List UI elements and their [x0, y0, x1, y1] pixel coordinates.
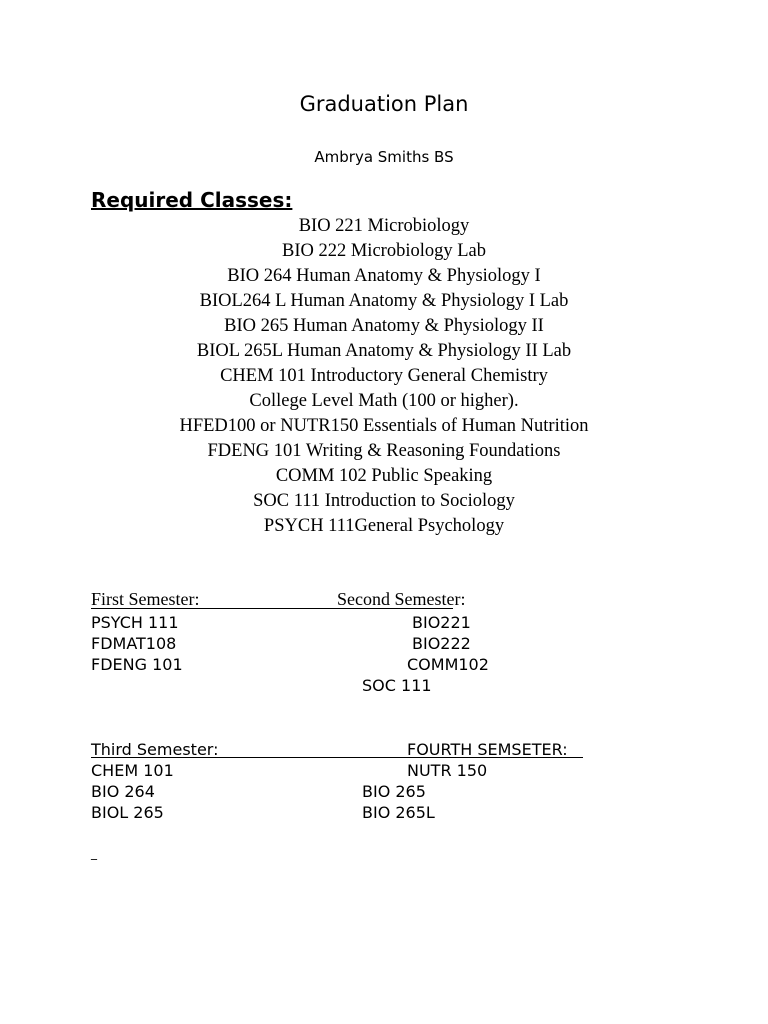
fourth-semester-course: BIO 265: [362, 782, 426, 801]
second-semester-label: Second Semester:: [337, 589, 466, 609]
second-semester-course: BIO221: [412, 613, 471, 632]
required-class-item: BIO 222 Microbiology Lab: [282, 241, 486, 261]
third-semester-course: BIOL 265: [91, 803, 164, 822]
footer-mark: _: [91, 846, 97, 860]
required-class-item: CHEM 101 Introductory General Chemistry: [220, 366, 548, 386]
required-class-item: College Level Math (100 or higher).: [249, 391, 519, 411]
required-class-item: PSYCH 111General Psychology: [263, 516, 505, 536]
document-title: Graduation Plan: [299, 92, 469, 116]
required-classes-heading: Required Classes:: [91, 188, 293, 212]
second-semester-course: COMM102: [407, 655, 489, 674]
fourth-semester-label: FOURTH SEMSETER:: [407, 740, 568, 759]
required-class-item: COMM 102 Public Speaking: [275, 466, 493, 486]
required-class-item: SOC 111 Introduction to Sociology: [253, 491, 515, 511]
first-semester-course: PSYCH 111: [91, 613, 179, 632]
second-semester-course: BIO222: [412, 634, 471, 653]
fourth-semester-course: NUTR 150: [407, 761, 488, 780]
second-semester-course: SOC 111: [362, 676, 432, 695]
required-class-item: BIO 221 Microbiology: [298, 216, 470, 236]
first-semester-label: First Semester:: [91, 589, 200, 609]
third-semester-course: BIO 264: [91, 782, 155, 801]
fourth-semester-course: BIO 265L: [362, 803, 435, 822]
third-semester-label: Third Semester:: [91, 740, 219, 759]
required-class-item: FDENG 101 Writing & Reasoning Foundations: [207, 441, 561, 461]
first-semester-course: FDMAT108: [91, 634, 177, 653]
required-class-item: HFED100 or NUTR150 Essentials of Human Nutrition: [179, 416, 589, 436]
required-class-item: BIO 264 Human Anatomy & Physiology I: [227, 266, 541, 286]
required-classes-list: [0, 214, 768, 539]
required-class-item: BIOL 265L Human Anatomy & Physiology II Lab: [196, 341, 572, 361]
required-class-item: BIOL264 L Human Anatomy & Physiology I Lab: [199, 291, 569, 311]
author-name: Ambrya Smiths BS: [314, 148, 454, 166]
third-semester-course: CHEM 101: [91, 761, 174, 780]
required-class-item: BIO 265 Human Anatomy & Physiology II: [224, 316, 544, 336]
first-semester-course: FDENG 101: [91, 655, 183, 674]
